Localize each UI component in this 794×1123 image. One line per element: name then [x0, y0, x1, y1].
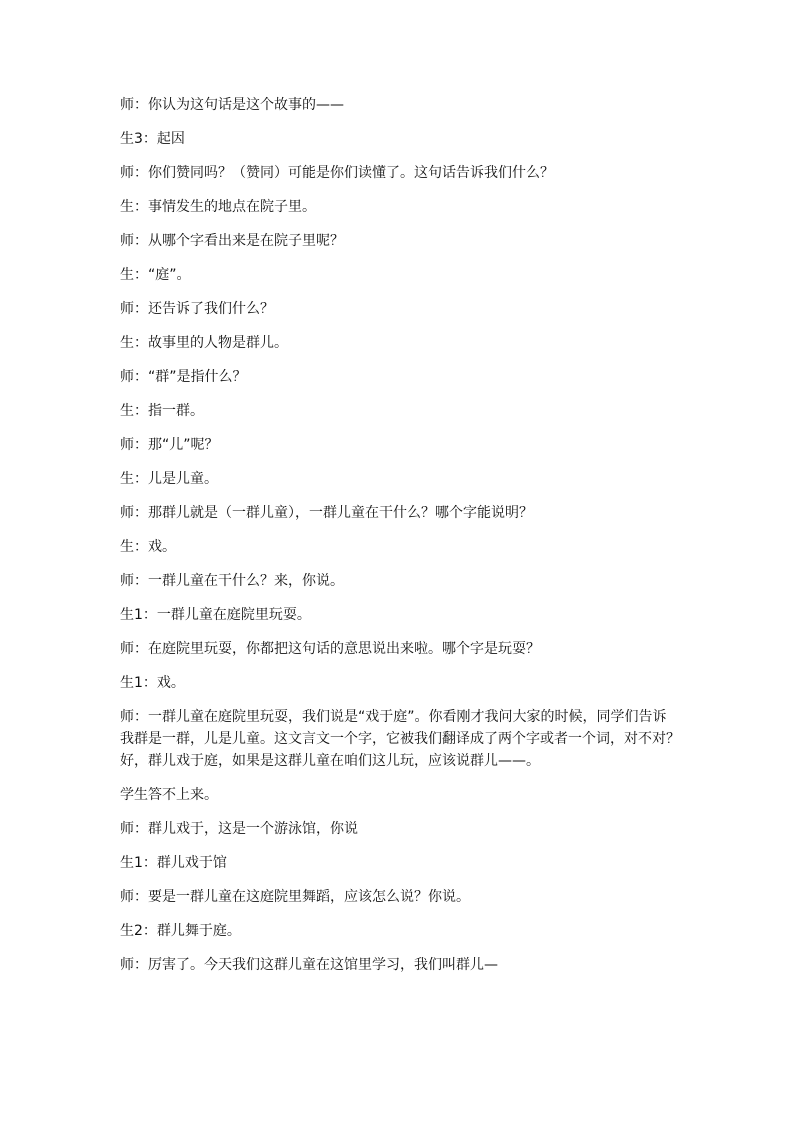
- transcript-line-teacher: 师：一群儿童在庭院里玩耍，我们说是“戏于庭”。你看刚才我问大家的时候，同学们告诉我群是一群，儿是儿童。这文言文一个字，它被我们翻译成了两个字或者一个词，对不对？好，群儿戏于庭，如果是这群儿童在咱们这儿玩，应该说群儿——。: [120, 709, 680, 769]
- transcript-line-student: 生3：起因: [120, 131, 185, 147]
- transcript-line-student: 生1：戏。: [120, 675, 185, 691]
- transcript-line-teacher: 师：那群儿就是（一群儿童），一群儿童在干什么？哪个字能说明？: [120, 505, 533, 521]
- transcript-line-teacher: 师：你认为这句话是这个故事的——: [120, 97, 344, 113]
- transcript-line-teacher: 师：一群儿童在干什么？来，你说。: [120, 573, 344, 589]
- transcript-line-teacher: 师：在庭院里玩耍，你都把这句话的意思说出来啦。哪个字是玩耍？: [120, 641, 540, 657]
- transcript-line-student: 生2：群儿舞于庭。: [120, 923, 241, 939]
- transcript-line-narration: 学生答不上来。: [120, 787, 218, 803]
- transcript-line-teacher: 师：你们赞同吗？（赞同）可能是你们读懂了。这句话告诉我们什么？: [120, 165, 554, 181]
- transcript-line-teacher: 师：那“儿”呢？: [120, 437, 219, 453]
- transcript-line-student: 生1：群儿戏于馆: [120, 855, 227, 871]
- transcript-line-teacher: 师：群儿戏于，这是一个游泳馆，你说: [120, 821, 358, 837]
- transcript-line-student: 生：戏。: [120, 539, 176, 555]
- transcript-line-teacher: 师：“群”是指什么？: [120, 369, 247, 385]
- transcript-line-teacher: 师：还告诉了我们什么？: [120, 301, 274, 317]
- transcript-line-student: 生：事情发生的地点在院子里。: [120, 199, 316, 215]
- transcript-line-student: 生：故事里的人物是群儿。: [120, 335, 288, 351]
- transcript-line-teacher: 师：从哪个字看出来是在院子里呢？: [120, 233, 344, 249]
- transcript-line-teacher: 师：厉害了。今天我们这群儿童在这馆里学习，我们叫群儿—: [120, 957, 498, 973]
- transcript-line-teacher: 师：要是一群儿童在这庭院里舞蹈，应该怎么说？你说。: [120, 889, 470, 905]
- transcript-body: [120, 94, 680, 988]
- transcript-line-student: 生1：一群儿童在庭院里玩耍。: [120, 607, 311, 623]
- transcript-line-student: 生：“庭”。: [120, 267, 191, 283]
- transcript-line-student: 生：儿是儿童。: [120, 471, 218, 487]
- transcript-line-student: 生：指一群。: [120, 403, 204, 419]
